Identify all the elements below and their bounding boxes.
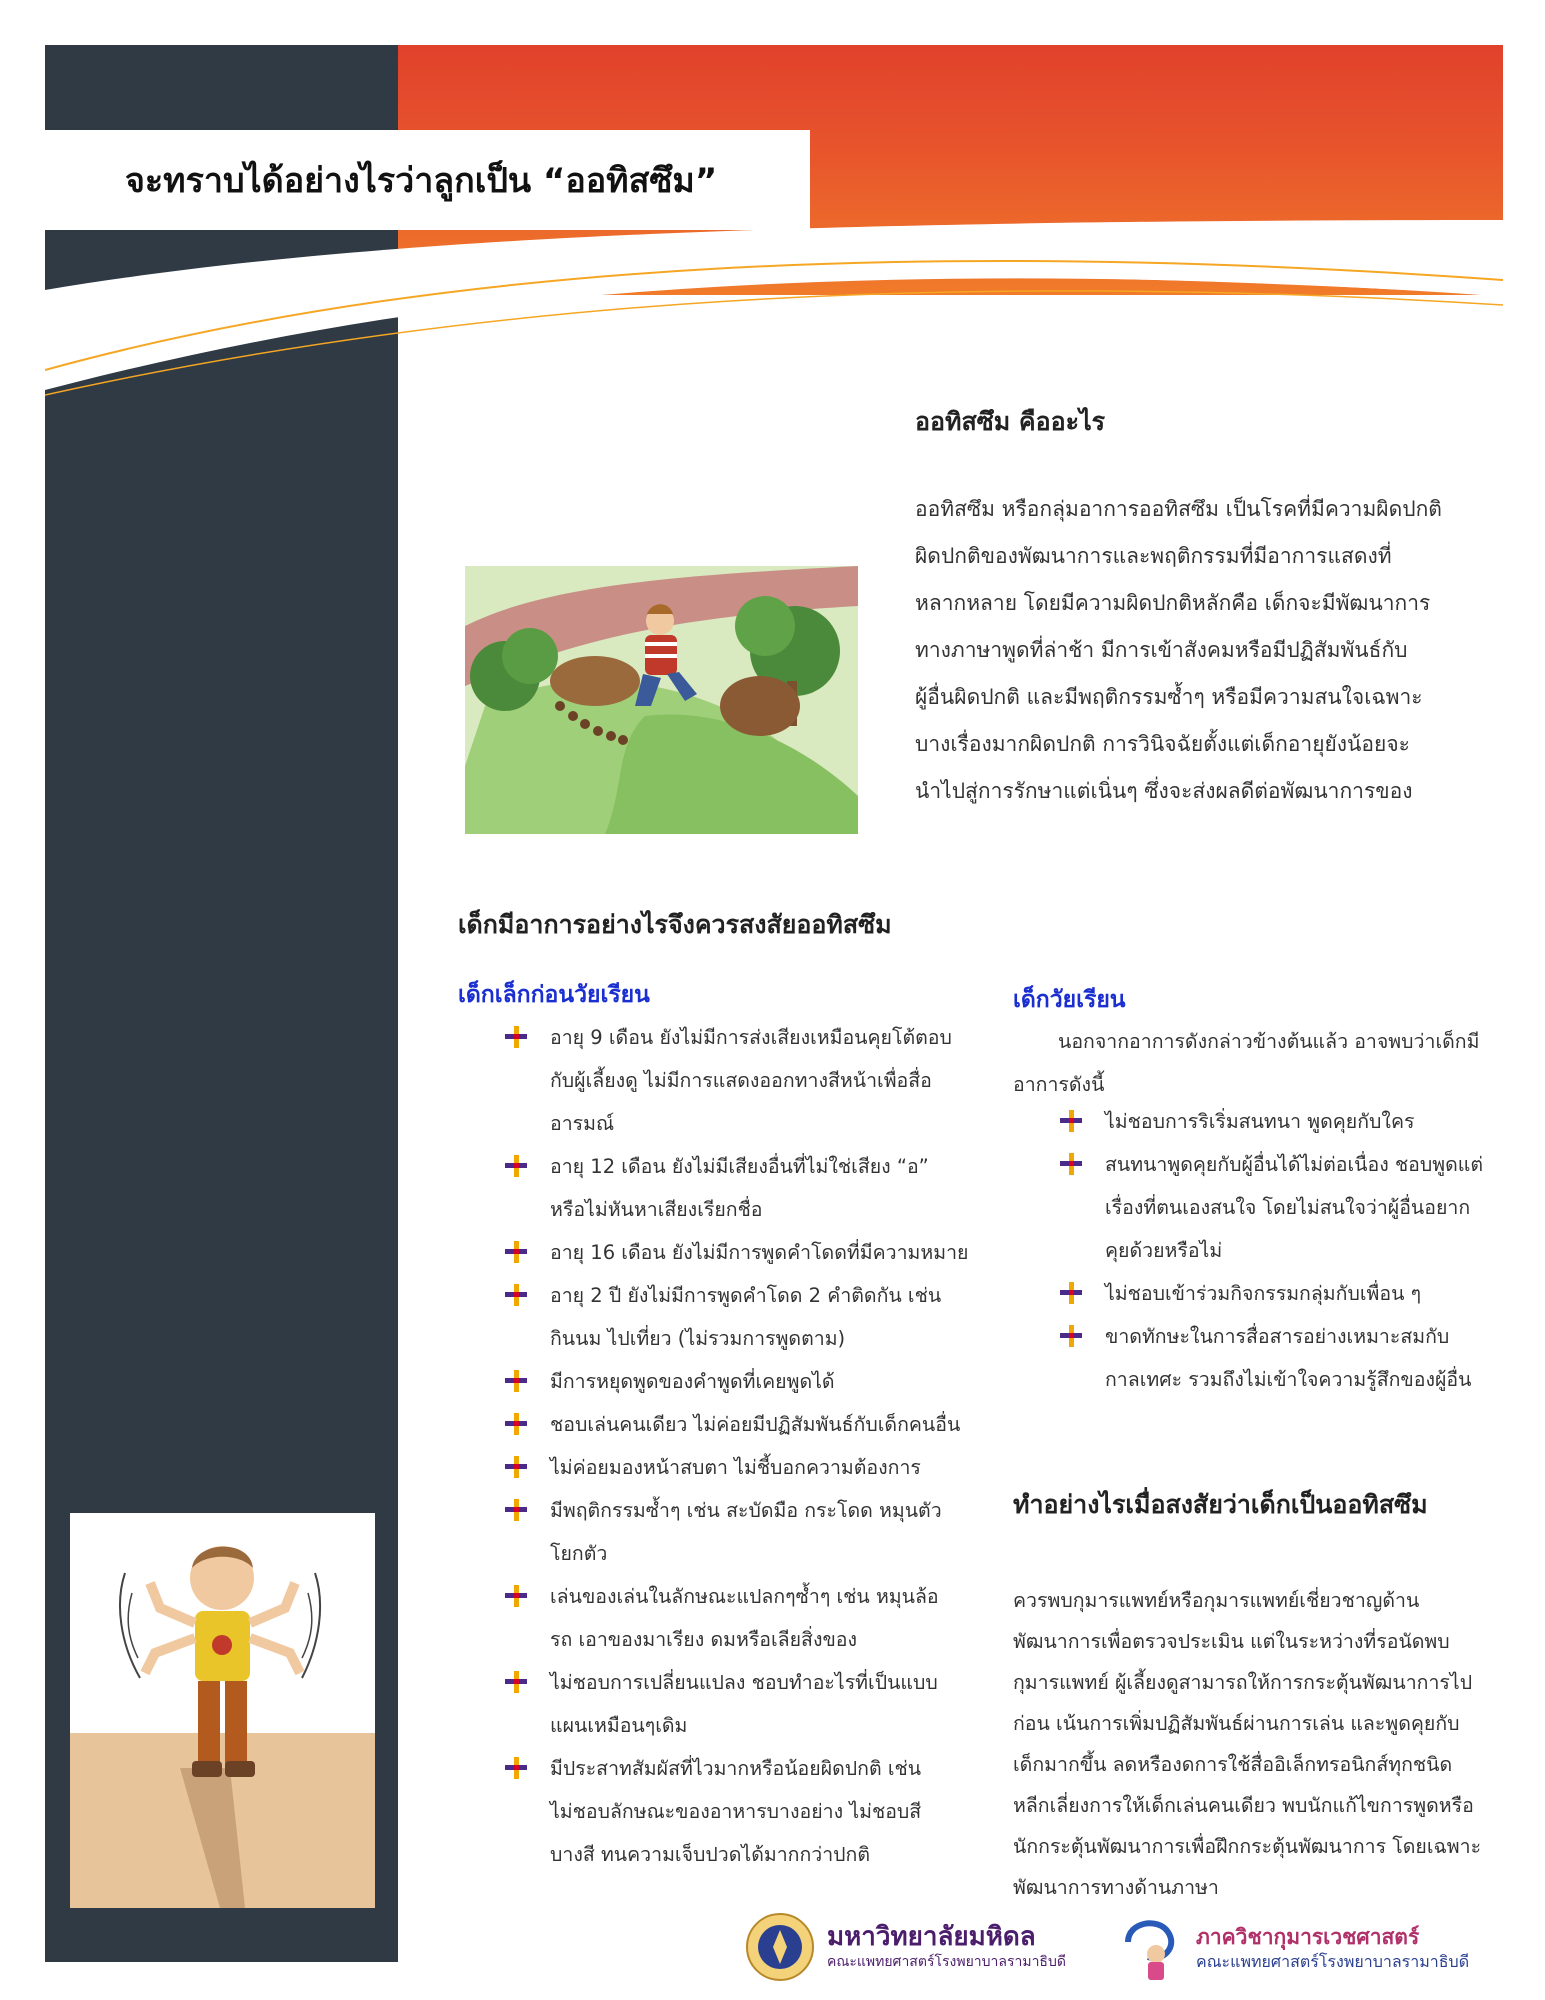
action-line: ควรพบกุมารแพทย์หรือกุมารแพทย์เชี่ยวชาญด้าน [1013, 1589, 1420, 1612]
list-item [505, 1747, 975, 1876]
item-line: ไม่ชอบการริเริ่มสนทนา พูดคุยกับใคร [1105, 1110, 1415, 1133]
item-line: กาลเทศะ รวมถึงไม่เข้าใจความรู้สึกของผู้อื่น [1105, 1368, 1472, 1391]
action-line: หลีกเลี่ยงการให้เด็กเล่นคนเดียว พบนักแก้ไขการพูดหรือ [1013, 1794, 1474, 1817]
item-line: ไม่ชอบเข้าร่วมกิจกรรมกลุ่มกับเพื่อน ๆ [1105, 1282, 1422, 1305]
pediatrics-logo [1118, 1912, 1469, 1984]
intro-line: ออทิสซึม หรือกลุ่มอาการออทิสซึม เป็นโรคที่มีความผิดปกติ [915, 497, 1442, 521]
item-line: มีการหยุดพูดของคำพูดที่เคยพูดได้ [550, 1370, 835, 1393]
intro-line: หลากหลาย โดยมีความผิดปกติหลักคือ เด็กจะมีพัฒนาการ [915, 591, 1431, 615]
bullet-icon [505, 1026, 527, 1048]
item-line: ไม่ชอบลักษณะของอาหารบางอย่าง ไม่ชอบสี [550, 1800, 922, 1823]
item-line: รถ เอาของมาเรียง ดมหรือเลียสิ่งของ [550, 1628, 858, 1651]
intro-paragraph [915, 486, 1470, 818]
school-age-list [1060, 1100, 1495, 1401]
list-item [1060, 1143, 1495, 1272]
list-item [505, 1231, 975, 1274]
item-line: มีพฤติกรรมซ้ำๆ เช่น สะบัดมือ กระโดด หมุนตัว [550, 1499, 942, 1522]
bullet-icon [505, 1585, 527, 1607]
bullet-icon [1060, 1153, 1082, 1175]
list-item [1060, 1100, 1495, 1143]
action-line: นักกระตุ้นพัฒนาการเพื่อฝึกกระตุ้นพัฒนาการ โดยเฉพาะ [1013, 1835, 1482, 1858]
item-line: แผนเหมือนๆเดิม [550, 1714, 688, 1737]
item-line: กินนม ไปเที่ยว (ไม่รวมการพูดตาม) [550, 1327, 846, 1350]
intro-line: ผู้อื่นผิดปกติ และมีพฤติกรรมซ้ำๆ หรือมีความสนใจเฉพาะ [915, 685, 1423, 709]
intro-line: ผิดปกติของพัฒนาการและพฤติกรรมที่มีอาการแสดงที่ [915, 544, 1392, 568]
swoosh-decoration [45, 220, 1503, 420]
item-line: อายุ 12 เดือน ยังไม่มีเสียงอื่นที่ไม่ใช่เสียง “อ” [550, 1155, 929, 1178]
item-line: คุยด้วยหรือไม่ [1105, 1239, 1223, 1262]
preschool-subheading: เด็กเล็กก่อนวัยเรียน [458, 982, 650, 1008]
item-line: อายุ 16 เดือน ยังไม่มีการพูดคำโดดที่มีความหมาย [550, 1241, 969, 1264]
list-item [505, 1403, 975, 1446]
title-box [45, 130, 810, 230]
item-line: กับผู้เลี้ยงดู ไม่มีการแสดงออกทางสีหน้าเพื่อสื่อ [550, 1069, 932, 1092]
list-item [1060, 1272, 1495, 1315]
bullet-icon [505, 1456, 527, 1478]
bullet-icon [1060, 1110, 1082, 1132]
mahidol-logo [745, 1912, 1066, 1982]
garden-illustration [465, 566, 858, 834]
action-paragraph [1013, 1580, 1493, 1908]
school-age-intro [1013, 1020, 1493, 1106]
action-line: พัฒนาการเพื่อตรวจประเมิน แต่ในระหว่างที่รอนัดพบ [1013, 1630, 1450, 1653]
list-item [505, 1145, 975, 1231]
mahidol-name: มหาวิทยาลัยมหิดล [827, 1922, 1036, 1952]
bullet-icon [505, 1671, 527, 1693]
pediatrics-faculty: คณะแพทยศาสตร์โรงพยาบาลรามาธิบดี [1196, 1952, 1470, 1971]
intro-line: บางเรื่องมากผิดปกติ การวินิจฉัยตั้งแต่เด็กอายุยังน้อยจะ [915, 732, 1410, 756]
bullet-icon [505, 1757, 527, 1779]
list-item [505, 1575, 975, 1661]
item-line: มีประสาทสัมผัสที่ไวมากหรือน้อยผิดปกติ เช่น [550, 1757, 922, 1780]
bullet-icon [1060, 1282, 1082, 1304]
list-item [505, 1489, 975, 1575]
item-line: อายุ 9 เดือน ยังไม่มีการส่งเสียงเหมือนคุยโต้ตอบ [550, 1026, 952, 1049]
list-item [505, 1661, 975, 1747]
action-line: กุมารแพทย์ ผู้เลี้ยงดูสามารถให้การกระตุ้นพัฒนาการไป [1013, 1671, 1473, 1694]
item-line: ไม่ค่อยมองหน้าสบตา ไม่ชี้บอกความต้องการ [550, 1456, 921, 1479]
action-line: เด็กมากขึ้น ลดหรืองดการใช้สื่ออิเล็กทรอนิกส์ทุกชนิด [1013, 1753, 1453, 1776]
item-line: เรื่องที่ตนเองสนใจ โดยไม่สนใจว่าผู้อื่นอยาก [1105, 1196, 1471, 1219]
mahidol-seal-icon [745, 1912, 815, 1982]
item-line: โยกตัว [550, 1542, 608, 1565]
action-heading: ทำอย่างไรเมื่อสงสัยว่าเด็กเป็นออทิสซึม [1013, 1490, 1428, 1519]
item-line: ขาดทักษะในการสื่อสารอย่างเหมาะสมกับ [1105, 1325, 1450, 1348]
pediatrics-department: ภาควิชากุมารเวชศาสตร์ [1196, 1925, 1420, 1949]
symptoms-heading: เด็กมีอาการอย่างไรจึงควรสงสัยออทิสซึม [458, 910, 892, 939]
intro-line: ทางภาษาพูดที่ล่าช้า มีการเข้าสังคมหรือมีปฏิสัมพันธ์กับ [915, 638, 1408, 662]
action-line: ก่อน เน้นการเพิ่มปฏิสัมพันธ์ผ่านการเล่น และพูดคุยกับ [1013, 1712, 1460, 1735]
item-line: ไม่ชอบการเปลี่ยนแปลง ชอบทำอะไรที่เป็นแบบ [550, 1671, 938, 1694]
list-item [505, 1016, 975, 1145]
school-intro-line: อาการดังนี้ [1013, 1073, 1105, 1096]
list-item [1060, 1315, 1495, 1401]
school-intro-line: นอกจากอาการดังกล่าวข้างต้นแล้ว อาจพบว่าเด็กมี [1058, 1030, 1480, 1053]
item-line: ชอบเล่นคนเดียว ไม่ค่อยมีปฏิสัมพันธ์กับเด็กคนอื่น [550, 1413, 961, 1436]
item-line: สนทนาพูดคุยกับผู้อื่นได้ไม่ต่อเนื่อง ชอบพูดแต่ [1105, 1153, 1484, 1176]
bullet-icon [505, 1499, 527, 1521]
pediatrics-emblem-icon [1118, 1912, 1188, 1984]
page-title: จะทราบได้อย่างไรว่าลูกเป็น “ออทิสซึม” [125, 161, 718, 201]
school-age-subheading: เด็กวัยเรียน [1013, 987, 1126, 1013]
item-line: อารมณ์ [550, 1112, 615, 1135]
bullet-icon [505, 1413, 527, 1435]
bullet-icon [505, 1370, 527, 1392]
bullet-icon [505, 1155, 527, 1177]
list-item [505, 1360, 975, 1403]
intro-line: นำไปสู่การรักษาแต่เนิ่นๆ ซึ่งจะส่งผลดีต่อพัฒนาการของ [915, 779, 1413, 803]
item-line: หรือไม่หันหาเสียงเรียกชื่อ [550, 1198, 763, 1221]
intro-heading: ออทิสซึม คืออะไร [915, 407, 1106, 436]
bullet-icon [1060, 1325, 1082, 1347]
item-line: เล่นของเล่นในลักษณะแปลกๆซ้ำๆ เช่น หมุนล้อ [550, 1585, 939, 1608]
bullet-icon [505, 1284, 527, 1306]
list-item [505, 1274, 975, 1360]
preschool-list [505, 1016, 975, 1876]
hand-flapping-illustration [70, 1513, 375, 1908]
list-item [505, 1446, 975, 1489]
mahidol-faculty: คณะแพทยศาสตร์โรงพยาบาลรามาธิบดี [827, 1954, 1066, 1970]
item-line: บางสี ทนความเจ็บปวดได้มากกว่าปกติ [550, 1843, 871, 1866]
action-line: พัฒนาการทางด้านภาษา [1013, 1876, 1219, 1899]
item-line: อายุ 2 ปี ยังไม่มีการพูดคำโดด 2 คำติดกัน เช่น [550, 1284, 942, 1307]
bullet-icon [505, 1241, 527, 1263]
